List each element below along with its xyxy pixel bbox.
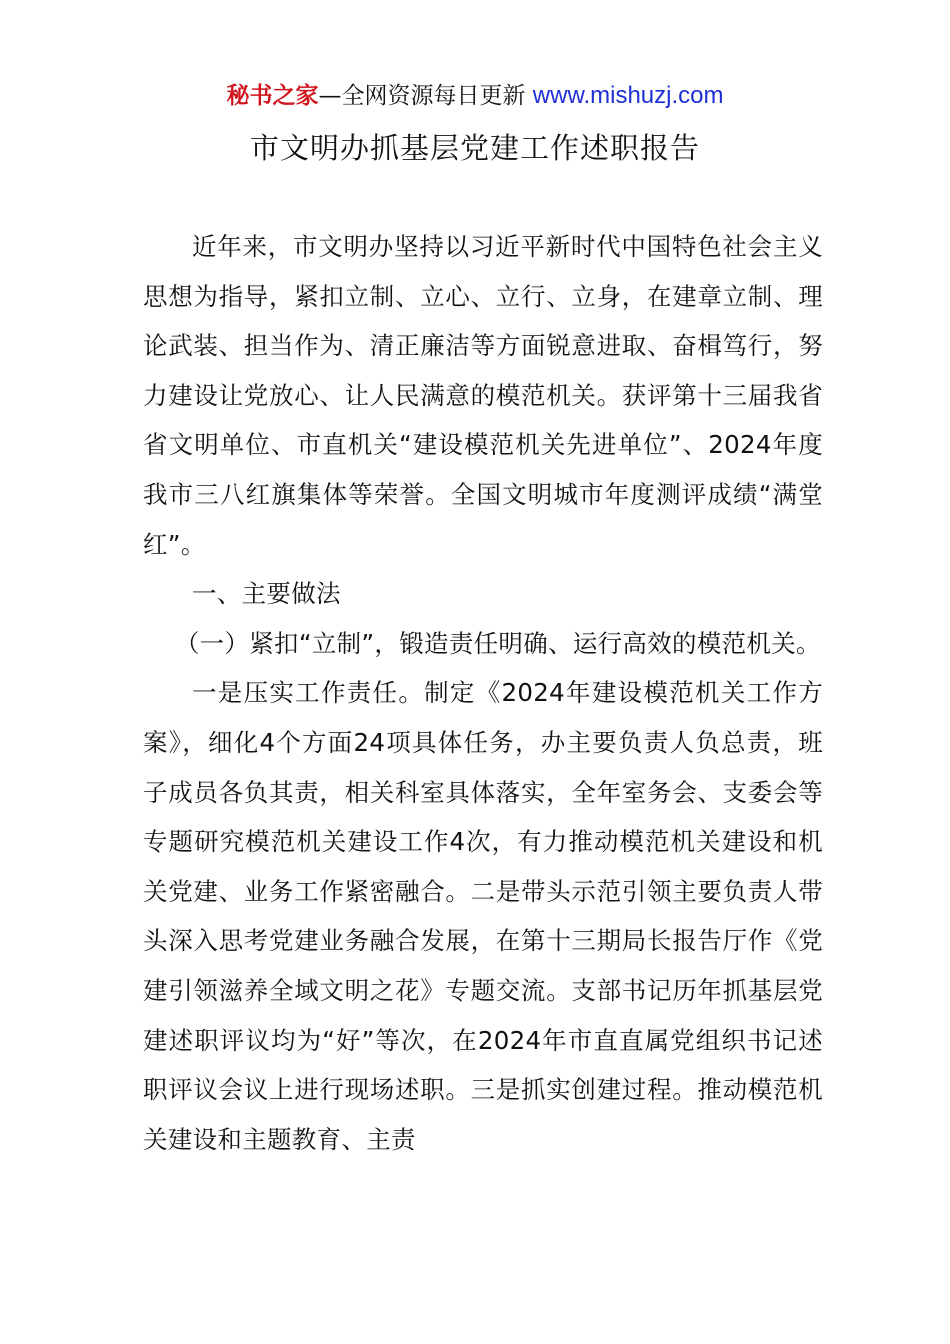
- body-paragraph: 一是压实工作责任。制定《2024年建设模范机关工作方案》，细化4个方面24项具体任务，办主要负责人负总责，班子成员各负其责，相关科室具体落实，全年室务会、支委会等专题研究模范机关建设工作4次，有力推动模范机关建设和机关党建、业务工作紧密融合。二是带头示范引领主要负责人带头深入思考党建业务融合发展，在第十三期局长报告厅作《党建引领滋养全域文明之花》专题交流。支部书记历年抓基层党建述职评议均为“好”等次，在2024年市直直属党组织书记述职评议会议上进行现场述职。三是抓实创建过程。推动模范机关建设和主题教育、主责: [143, 678, 823, 1154]
- document-title: 市文明办抓基层党建工作述职报告: [249, 131, 700, 165]
- subsection-heading: （一）紧扣“立制”，锻造责任明确、运行高效的模范机关。: [174, 628, 821, 658]
- site-header: [0, 80, 950, 112]
- intro-paragraph: 近年来，市文明办坚持以习近平新时代中国特色社会主义思想为指导，紧扣立制、立心、立行、立身，在建章立制、理论武装、担当作为、清正廉洁等方面锐意进取、奋楫笃行，努力建设让党放心、让人民满意的模范机关。获评第十三届我省省文明单位、市直机关“建设模范机关先进单位”、2024年度我市三八红旗集体等荣誉。全国文明城市年度测评成绩“满堂红”。: [143, 232, 823, 559]
- section-heading: 一、主要做法: [192, 579, 341, 609]
- document-body: [143, 222, 823, 1164]
- header-tagline: —全网资源每日更新: [318, 83, 533, 109]
- brand-name: 秘书之家: [226, 83, 319, 109]
- site-url-link[interactable]: www.mishuzj.com: [532, 82, 724, 109]
